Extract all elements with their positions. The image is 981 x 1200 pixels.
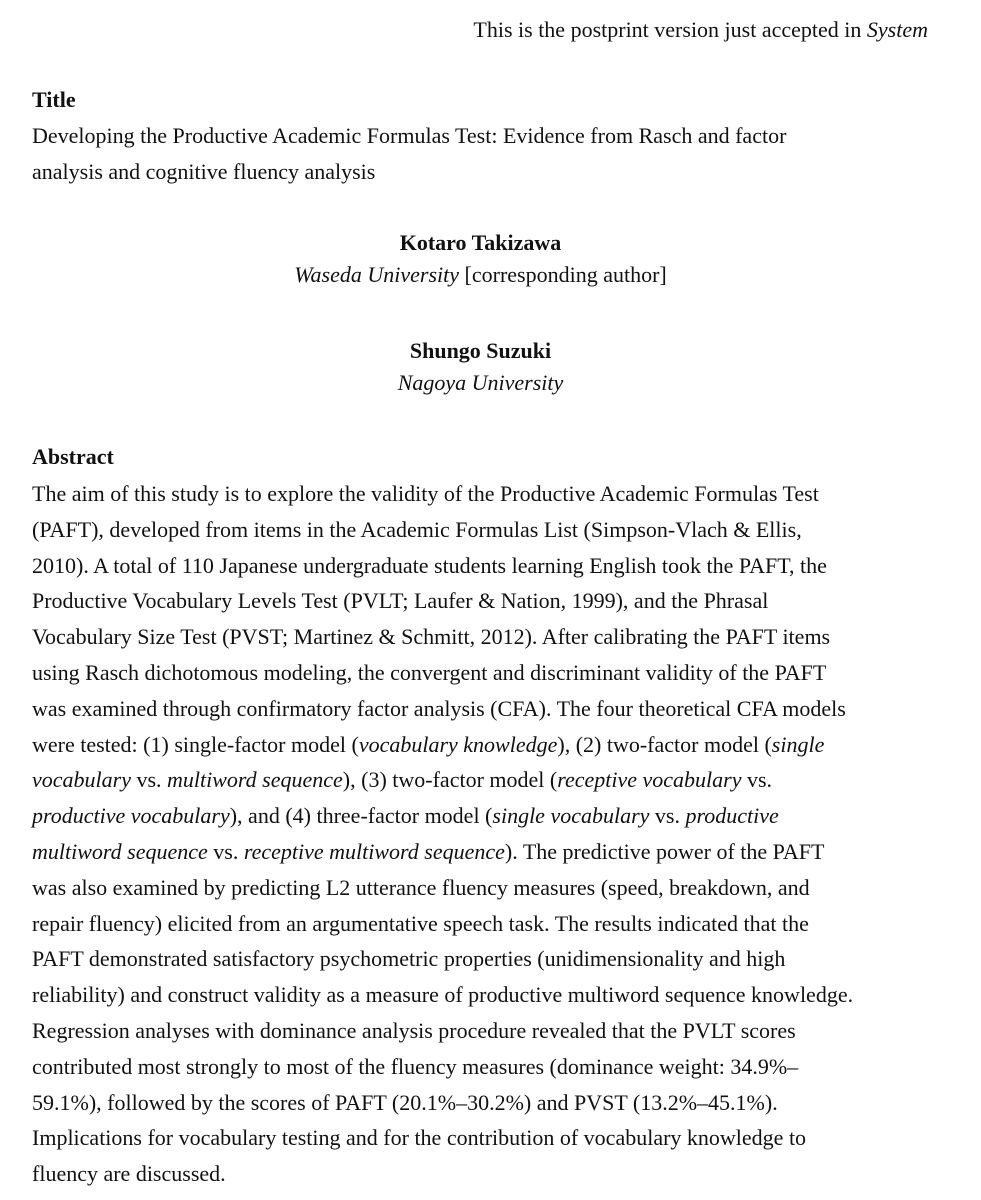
abstract-line bbox=[32, 727, 937, 763]
abstract-line bbox=[32, 798, 937, 834]
abstract-line bbox=[32, 762, 937, 798]
abstract-text: vs. bbox=[130, 767, 168, 793]
abstract-line: using Rasch dichotomous modeling, the convergent and discriminant validity of the PAFT bbox=[32, 659, 827, 685]
affiliation-name: Nagoya University bbox=[397, 370, 564, 395]
abstract-line: Productive Vocabulary Levels Test (PVLT; Laufer & Nation, 1999), and the Phrasal bbox=[32, 588, 769, 614]
abstract-text: ), (3) two-factor model ( bbox=[342, 767, 558, 793]
abstract-heading: Abstract bbox=[32, 444, 114, 469]
abstract-line: reliability) and construct validity as a measure of productive multiword sequence knowledge. bbox=[32, 982, 854, 1008]
abstract-line: 2010). A total of 110 Japanese undergraduate students learning English took the PAFT, the bbox=[32, 552, 827, 578]
postprint-notice bbox=[473, 14, 928, 46]
author-name: Shungo Suzuki bbox=[409, 338, 552, 363]
abstract-line: contributed most strongly to most of the fluency measures (dominance weight: 34.9%– bbox=[32, 1053, 799, 1079]
abstract-text: vs. bbox=[741, 767, 773, 793]
title-heading: Title bbox=[32, 87, 76, 112]
abstract-line: fluency are discussed. bbox=[32, 1161, 226, 1187]
abstract-line: Implications for vocabulary testing and for the contribution of vocabulary knowledge to bbox=[32, 1125, 807, 1151]
abstract-term: receptive vocabulary bbox=[557, 767, 742, 793]
abstract-line: (PAFT), developed from items in the Academic Formulas List (Simpson-Vlach & Ellis, bbox=[32, 516, 802, 542]
author-name: Kotaro Takizawa bbox=[399, 230, 562, 255]
paper-title bbox=[32, 118, 932, 190]
affiliation-name: Waseda University bbox=[294, 262, 460, 287]
postprint-text: This is the postprint version just accepted in bbox=[473, 17, 867, 42]
abstract-term: multiword sequence bbox=[167, 767, 343, 793]
abstract-text: vs. bbox=[649, 803, 686, 829]
abstract-line: was also examined by predicting L2 utterance fluency measures (speed, breakdown, and bbox=[32, 874, 810, 900]
author-note: [corresponding author] bbox=[459, 262, 667, 287]
abstract-line: 59.1%), followed by the scores of PAFT (20.1%–30.2%) and PVST (13.2%–45.1%). bbox=[32, 1089, 778, 1115]
abstract-text: ), and (4) three-factor model ( bbox=[229, 803, 493, 829]
abstract-term: vocabulary bbox=[32, 767, 131, 793]
abstract-term: multiword sequence bbox=[32, 838, 208, 864]
author-block-2 bbox=[0, 335, 961, 399]
abstract-line: Regression analyses with dominance analysis procedure revealed that the PVLT scores bbox=[32, 1017, 796, 1043]
abstract-term: vocabulary knowledge bbox=[358, 731, 558, 757]
abstract-body bbox=[32, 476, 937, 1192]
abstract-term: productive bbox=[685, 803, 779, 829]
abstract-text: were tested: (1) single-factor model ( bbox=[32, 731, 359, 757]
abstract-line: repair fluency) elicited from an argumentative speech task. The results indicated that the bbox=[32, 910, 809, 936]
author-affiliation bbox=[0, 259, 961, 291]
journal-name: System bbox=[866, 17, 928, 42]
paper-title-line-1: Developing the Productive Academic Formulas Test: Evidence from Rasch and factor bbox=[32, 123, 787, 148]
abstract-text: ), (2) two-factor model ( bbox=[557, 731, 772, 757]
abstract-term: receptive multiword sequence bbox=[243, 838, 505, 864]
paper-title-line-2: analysis and cognitive fluency analysis bbox=[32, 159, 376, 184]
author-block-1 bbox=[0, 227, 961, 291]
abstract-term: productive vocabulary bbox=[32, 803, 230, 829]
abstract-term: single vocabulary bbox=[492, 803, 650, 829]
author-affiliation bbox=[0, 367, 961, 399]
abstract-line: The aim of this study is to explore the validity of the Productive Academic Formulas Test bbox=[32, 481, 819, 506]
abstract-line: was examined through confirmatory factor analysis (CFA). The four theoretical CFA models bbox=[32, 695, 846, 721]
abstract-line: PAFT demonstrated satisfactory psychometric properties (unidimensionality and high bbox=[32, 946, 786, 972]
abstract-term: single bbox=[771, 731, 825, 757]
abstract-text: vs. bbox=[207, 838, 244, 864]
abstract-text: ). The predictive power of the PAFT bbox=[504, 838, 825, 864]
abstract-line bbox=[32, 834, 937, 870]
abstract-line: Vocabulary Size Test (PVST; Martinez & Schmitt, 2012). After calibrating the PAFT items bbox=[32, 624, 831, 650]
